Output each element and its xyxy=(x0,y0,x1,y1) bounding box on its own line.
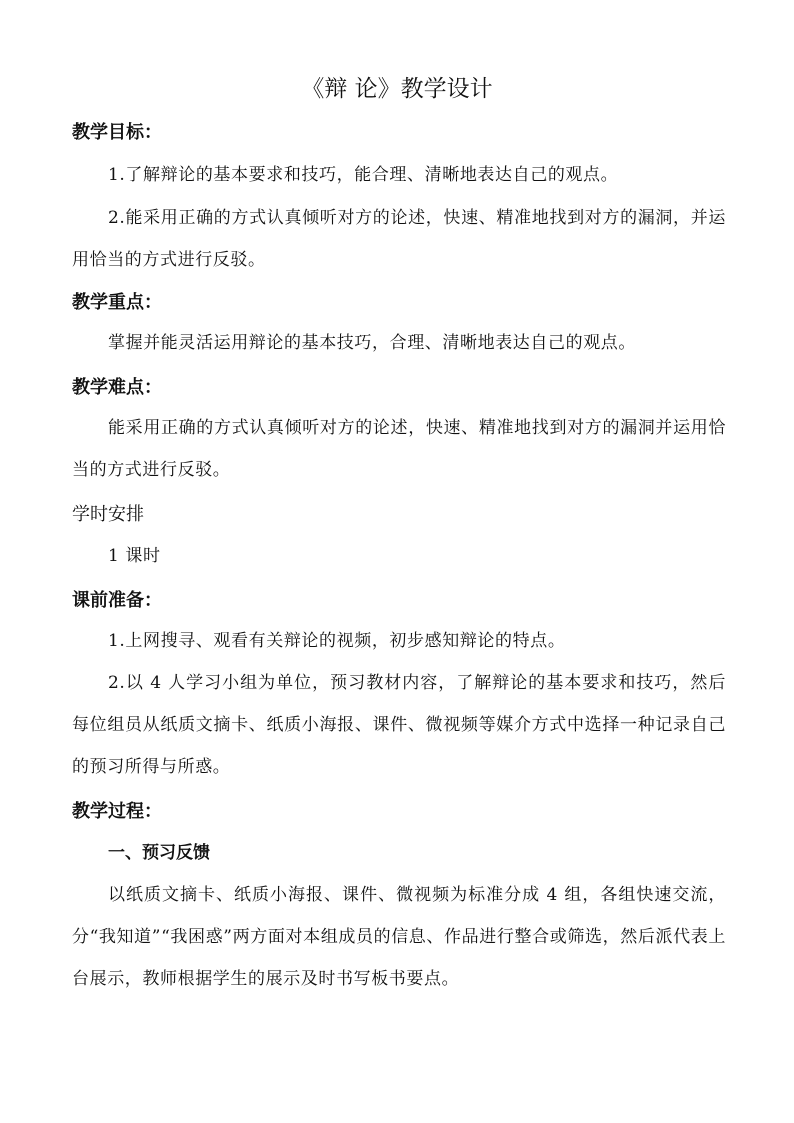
difficulties-heading: 教学难点： xyxy=(72,377,162,398)
preparation-item-1: 1.上网搜寻、观看有关辩论的视频，初步感知辩论的特点。 xyxy=(108,631,566,651)
process-heading: 教学过程： xyxy=(72,801,162,822)
difficulties-text: 能采用正确的方式认真倾听对方的论述，快速、精准地找到对方的漏洞并运用恰当的方式进行反驳。 xyxy=(72,418,726,480)
objective-item-2: 2.能采用正确的方式认真倾听对方的论述，快速、精准地找到对方的漏洞，并运用恰当的方式进行反驳。 xyxy=(72,208,726,270)
document-title: 《辩 论》教学设计 xyxy=(301,76,493,102)
objective-item-1: 1.了解辩论的基本要求和技巧，能合理、清晰地表达自己的观点。 xyxy=(108,165,619,185)
preparation-heading: 课前准备： xyxy=(72,590,162,611)
process-text: 以纸质文摘卡、纸质小海报、课件、微视频为标准分成 4 组，各组快速交流，分“我知道”“我困惑”两方面对本组成员的信息、作品进行整合或筛选，然后派代表上台展示，教师根据学生的展示及时书写板书要点。 xyxy=(72,885,726,989)
process-section-title: 一、预习反馈 xyxy=(108,843,210,863)
key-points-text: 掌握并能灵活运用辩论的基本技巧，合理、清晰地表达自己的观点。 xyxy=(108,333,636,353)
objectives-heading: 教学目标： xyxy=(72,122,162,143)
schedule-text: 1 课时 xyxy=(108,546,161,566)
preparation-item-2: 2.以 4 人学习小组为单位，预习教材内容，了解辩论的基本要求和技巧，然后每位组员从纸质文摘卡、纸质小海报、课件、微视频等媒介方式中选择一种记录自己的预习所得与所惑。 xyxy=(72,673,726,777)
key-points-heading: 教学重点： xyxy=(72,292,162,313)
schedule-heading: 学时安排 xyxy=(72,504,144,525)
